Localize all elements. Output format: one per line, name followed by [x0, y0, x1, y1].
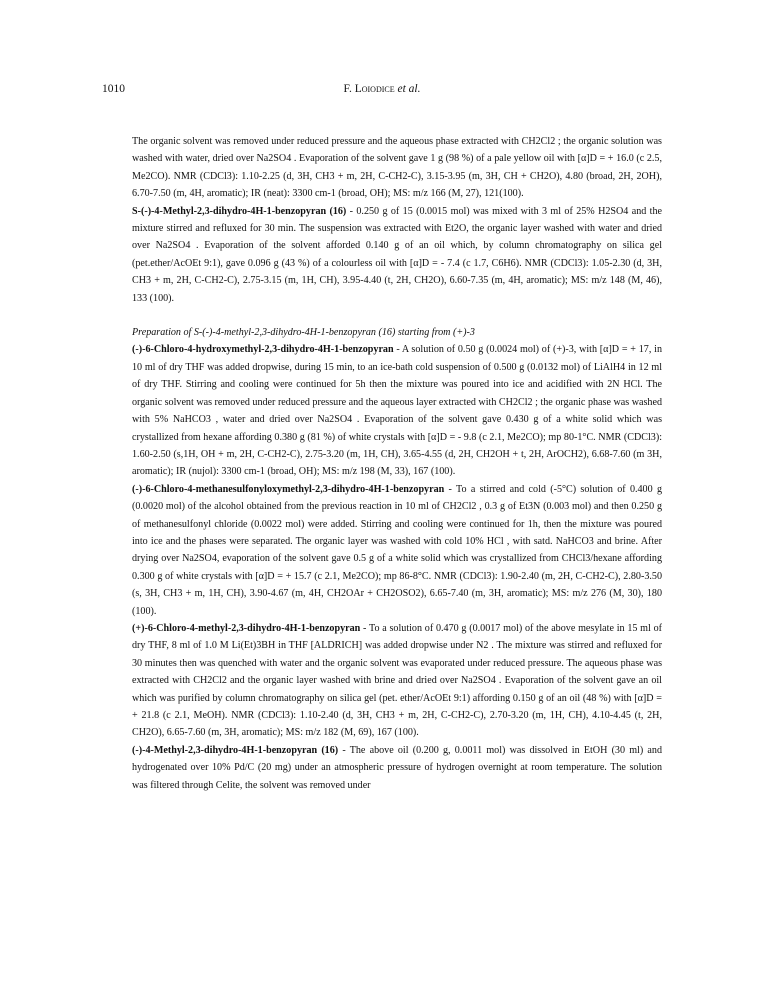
- paragraph-text: - A solution of 0.50 g (0.0024 mol) of (+)-3, with [α]D = + 17, in 10 ml of dry THF was added dropwise, during 15 min, to an ice-bath cold suspension of 0.500 g (0.0132 mol) of LiAlH4 in 12 ml of dry THF. Stirring and cooling were continued for 5h then the mixture was poured into ice and acidified with 2N HCl. The organic solvent was removed under reduced pressure and the aqueous layer extracted with CH2Cl2 ; the organic phase was washed with 5% NaHCO3 , water and dried over Na2SO4 . Evaporation of the solvent gave 0.430 g of a white solid which was crystallized from hexane affording 0.380 g (81 %) of white crystals with [α]D = - 9.8 (c 2.1, Me2CO); mp 80-1°C. NMR (CDCl3): 1.60-2.50 (s,1H, OH + m, 2H, C-CH2-C), 2.75-3.20 (m, 1H, CH), 3.65-4.55 (d, 2H, CH2OH + t, 2H, ArOCH2), 6.68-7.60 (m 3H, aromatic); IR (nujol): 3300 cm-1 (broad, OH); MS: m/z 198 (M, 33), 167 (100).: [132, 344, 662, 478]
- section-heading: Preparation of S-(-)-4-methyl-2,3-dihydro-4H-1-benzopyran (16) starting from (+)-3: [132, 327, 475, 339]
- paragraph-text: - The above oil (0.200 g, 0.0011 mol) was dissolved in EtOH (30 ml) and hydrogenated over 10% Pd/C (20 mg) under an atmospheric pressure of hydrogen overnight at room temperature. The solution was filtered through Celite, the solvent was removed under: [132, 744, 662, 791]
- paragraph-text: - To a stirred and cold (-5°C) solution of 0.400 g (0.0020 mol) of the alcohol obtained from the previous reaction in 10 ml of CH2Cl2 , 0.3 g of Et3N (0.003 mol) and then 0.250 g of methanesulfonyl chloride (0.0022 mol) were added. Stirring and cooling were continued for 1h, then the mixture was poured into ice and the phases were separated. The organic layer was washed with cold 10% HCl , with satd. NaHCO3 and brine. After drying over Na2SO4, evaporation of the solvent gave 0.5 g of a white solid which was crystallized from CHCl3/hexane affording 0.300 g of white crystals with [α]D = + 15.7 (c 2.1, Me2CO); mp 86-8°C. NMR (CDCl3): 1.90-2.40 (m, 2H, C-CH2-C), 2.80-3.50 (s, 3H, CH3 + m, 1H, CH), 3.90-4.67 (m, 4H, CH2OAr + CH2OSO2), 6.65-7.40 (m, 3H, aromatic); MS: m/z 276 (M, 30), 180 (100).: [132, 483, 662, 617]
- paragraph-text: - 0.250 g of 15 (0.0015 mol) was mixed with 3 ml of 25% H2SO4 and the mixture stirred and refluxed for 30 min. The suspension was extracted with Et2O, the organic layer washed with water and dried over Na2SO4 . Evaporation of the solvent afforded 0.140 g of an oil which, by column chromatography on silica gel (pet.ether/AcOEt 9:1), gave 0.096 g (43 %) of a colourless oil with [α]D = - 7.4 (c 1.7, C6H6). NMR (CDCl3): 1.05-2.30 (d, 3H, CH3 + m, 2H, C-CH2-C), 2.75-3.15 (m, 1H, CH), 3.95-4.40 (t, 2H, CH2O), 6.60-7.35 (m, 4H, aromatic); MS: m/z 148 (M, 46), 133 (100).: [132, 205, 662, 304]
- section-gap: [132, 307, 662, 324]
- paragraph-2: [132, 203, 662, 307]
- compound-heading: (-)-6-Chloro-4-hydroxymethyl-2,3-dihydro-4H-1-benzopyran: [132, 344, 394, 356]
- paragraph-5: [132, 620, 662, 742]
- running-head: [102, 82, 662, 96]
- section-heading-paragraph: [132, 324, 662, 341]
- compound-heading: (-)-4-Methyl-2,3-dihydro-4H-1-benzopyran (16): [132, 744, 339, 756]
- author-name: F. Loiodice: [343, 83, 395, 95]
- paragraph-1: [132, 133, 662, 203]
- compound-heading: (+)-6-Chloro-4-methyl-2,3-dihydro-4H-1-benzopyran: [132, 622, 361, 634]
- compound-heading: S-(-)-4-Methyl-2,3-dihydro-4H-1-benzopyran (16): [132, 205, 347, 217]
- et-al: et al.: [397, 83, 421, 95]
- compound-heading: (-)-6-Chloro-4-methanesulfonyloxymethyl-2,3-dihydro-4H-1-benzopyran: [132, 483, 445, 495]
- page-number: 1010: [102, 83, 125, 95]
- paragraph-4: [132, 481, 662, 620]
- paragraph-6: [132, 742, 662, 794]
- body-text: [132, 133, 662, 794]
- paragraph-3: [132, 341, 662, 480]
- paragraph-text: - To a solution of 0.470 g (0.0017 mol) of the above mesylate in 15 ml of dry THF, 8 ml of 1.0 M Li(Et)3BH in THF [ALDRICH] was added dropwise under N2 . The mixture was stirred and refluxed for 30 minutes then was quenched with water and the organic solvent was evaporated under reduced pressure. The aqueous phase was extracted with CH2Cl2 and the organic layer washed with brine and dried over Na2SO4 . Evaporation of the solvent gave an oil which was purified by column chromatography on silica gel (pet. ether/AcOEt 9:1) affording 0.150 g of an oil (48 %) with [α]D = + 21.8 (c 2.1, MeOH). NMR (CDCl3): 1.10-2.40 (d, 3H, CH3 + m, 2H, C-CH2-C), 2.70-3.20 (m, 1H, CH), 4.10-4.45 (t, 2H, CH2O), 6.65-7.60 (m, 3H, aromatic); MS: m/z 182 (M, 69), 167 (100).: [132, 622, 662, 739]
- paragraph-text: The organic solvent was removed under reduced pressure and the aqueous phase extracted with CH2Cl2 ; the organic solution was washed with water, dried over Na2SO4 . Evaporation of the solvent gave 1 g (98 %) of a pale yellow oil with [α]D = + 16.0 (c 2.5, Me2CO). NMR (CDCl3): 1.10-2.25 (d, 3H, CH3 + m, 2H, C-CH2-C), 3.15-3.95 (m, 3H, CH + CH2O), 4.80 (broad, 2H, 2OH), 6.70-7.50 (m, 4H, aromatic); IR (neat): 3300 cm-1 (broad, OH); MS: m/z 166 (M, 27), 121(100).: [132, 136, 662, 200]
